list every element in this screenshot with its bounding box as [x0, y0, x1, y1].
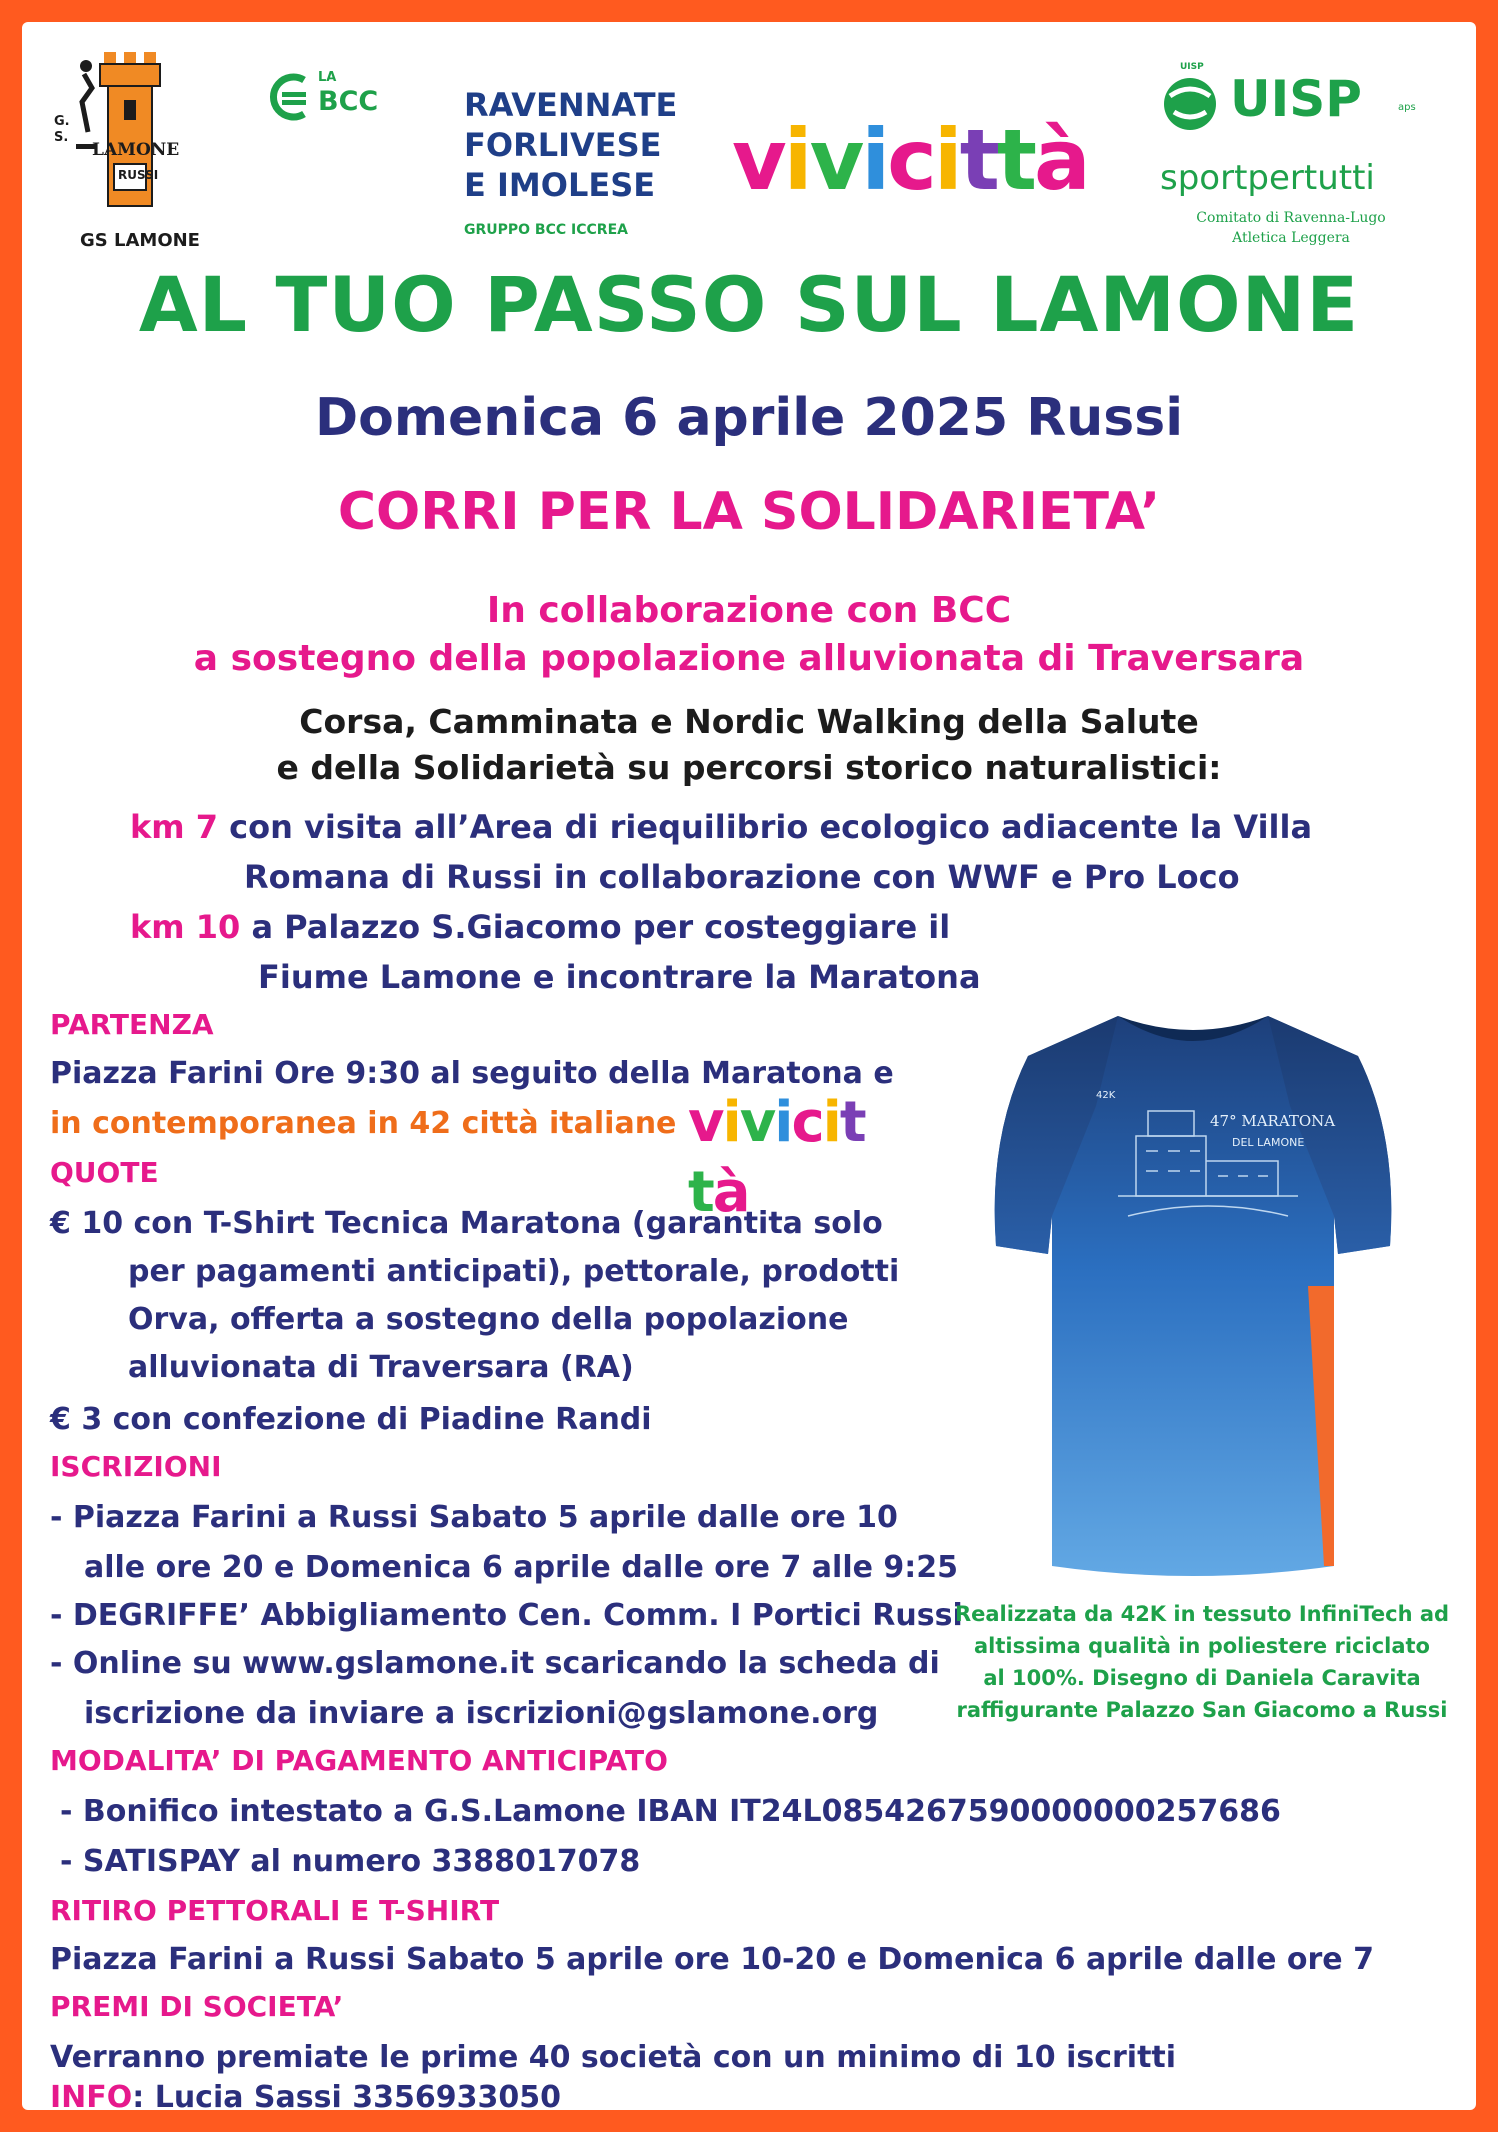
gs-logo-caption: GS LAMONE	[80, 230, 200, 251]
vivicitta-small-logo	[688, 1088, 888, 1225]
gs-initials: G. S.	[54, 114, 70, 145]
vivicitta-letter: i	[822, 1090, 840, 1155]
quote-line-2: per pagamenti anticipati), pettorale, prodotti	[128, 1254, 900, 1289]
bcc-short: BCC	[318, 86, 379, 117]
route-10km	[130, 908, 950, 946]
uisp-logo	[1156, 62, 1446, 252]
description-line-1: Corsa, Camminata e Nordic Walking della Salute	[299, 702, 1199, 741]
uisp-tagline: sportpertutti	[1160, 158, 1375, 198]
collab-line-1: In collaborazione con BCC	[486, 590, 1012, 631]
route-10km-text: a Palazzo S.Giacomo per costeggiare il	[251, 908, 951, 946]
tshirt-illustration	[978, 986, 1408, 1586]
partenza-line-1: Piazza Farini Ore 9:30 al seguito della Maratona e	[50, 1056, 894, 1091]
ritiro-line: Piazza Farini a Russi Sabato 5 aprile ore 10-20 e Domenica 6 aprile dalle ore 7	[50, 1942, 1374, 1977]
quote-line-5: € 3 con confezione di Piadine Randi	[50, 1402, 652, 1437]
info-line	[50, 2080, 561, 2110]
vivicitta-letter: i	[783, 111, 810, 209]
bcc-line3: E IMOLESE	[464, 166, 656, 204]
route-10km-line-2: Fiume Lamone e incontrare la Maratona	[258, 958, 981, 996]
vivicitta-letter: t	[839, 1090, 865, 1155]
pagamento-bonifico: - Bonifico intestato a G.S.Lamone IBAN IT24L0854267590000000257686	[60, 1794, 1281, 1829]
route-7km-distance: km 7	[130, 808, 219, 846]
vivicitta-letter: v	[739, 1090, 775, 1155]
uisp-sub2: Atletica Leggera	[1232, 230, 1350, 246]
tower-icon	[54, 44, 204, 224]
partenza-heading: PARTENZA	[50, 1008, 214, 1041]
gs-lamone-logo	[54, 44, 204, 254]
tshirt-print-subtitle: DEL LAMONE	[1232, 1136, 1305, 1149]
vivicitta-letter: i	[933, 111, 960, 209]
bcc-group: GRUPPO BCC ICCREA	[464, 222, 628, 238]
vivicitta-letter: i	[722, 1090, 740, 1155]
vivicitta-letter: c	[887, 111, 934, 209]
pagamento-satispay: - SATISPAY al numero 3388017078	[60, 1844, 641, 1879]
vivicitta-letter: à	[712, 1160, 749, 1225]
premi-line: Verranno premiate le prime 40 società con un minimo di 10 iscritti	[50, 2040, 1177, 2075]
quote-line-1: € 10 con T-Shirt Tecnica Maratona (garantita solo	[50, 1206, 883, 1241]
route-7km	[130, 808, 1312, 846]
tshirt-caption-line-2: altissima qualità in poliestere riciclato	[974, 1634, 1430, 1658]
iscrizioni-line-2: alle ore 20 e Domenica 6 aprile dalle ore 7 alle 9:25	[84, 1550, 959, 1585]
tshirt-brand: 42K	[1096, 1090, 1116, 1101]
vivicitta-letter: v	[809, 111, 862, 209]
info-label: INFO	[50, 2080, 133, 2110]
info-contact: : Lucia Sassi 3356933050	[132, 2080, 561, 2110]
iscrizioni-line-5: iscrizione da inviare a iscrizioni@gslamone.org	[84, 1696, 879, 1731]
vivicitta-letter: i	[774, 1090, 792, 1155]
vivicitta-letter: v	[732, 111, 784, 209]
gs-logo-town: RUSSI	[118, 168, 159, 182]
quote-line-3: Orva, offerta a sostegno della popolazione	[128, 1302, 849, 1337]
bcc-line1: RAVENNATE	[464, 86, 678, 124]
uisp-aps: aps	[1398, 102, 1416, 113]
vivicitta-letter: v	[688, 1090, 723, 1155]
tshirt-caption-line-1: Realizzata da 42K in tessuto InfiniTech ad	[954, 1602, 1450, 1626]
vivicitta-letter: t	[996, 111, 1035, 209]
vivicitta-letter: t	[959, 111, 997, 209]
slogan: CORRI PER LA SOLIDARIETA’	[337, 482, 1161, 542]
iscrizioni-heading: ISCRIZIONI	[50, 1450, 222, 1483]
route-10km-distance: km 10	[130, 908, 241, 946]
iscrizioni-line-1: - Piazza Farini a Russi Sabato 5 aprile dalle ore 10	[50, 1500, 898, 1535]
route-7km-text: con visita all’Area di riequilibrio ecologico adiacente la Villa	[218, 808, 1313, 846]
quote-heading: QUOTE	[50, 1156, 159, 1189]
vivicitta-letter: c	[791, 1090, 823, 1155]
iscrizioni-line-4: - Online su www.gslamone.it scaricando la scheda di	[50, 1646, 940, 1681]
tshirt-caption-line-4: raffigurante Palazzo San Giacomo a Russi	[956, 1698, 1448, 1722]
poster	[22, 22, 1476, 2110]
bcc-line2: FORLIVESE	[464, 126, 662, 164]
uisp-small: UISP	[1180, 62, 1204, 72]
partenza-line-2: in contemporanea in 42 città italiane	[50, 1106, 677, 1141]
description-line-2: e della Solidarietà su percorsi storico naturalistici:	[276, 748, 1222, 787]
iscrizioni-line-3: - DEGRIFFE’ Abbigliamento Cen. Comm. I Portici Russi	[50, 1598, 963, 1633]
tshirt-caption-line-3: al 100%. Disegno di Daniela Caravita	[983, 1666, 1421, 1690]
uisp-sub1: Comitato di Ravenna-Lugo	[1196, 210, 1386, 226]
pagamento-heading: MODALITA’ DI PAGAMENTO ANTICIPATO	[50, 1744, 668, 1777]
bcc-mark-icon	[266, 72, 312, 122]
bcc-prefix: LA	[318, 70, 337, 85]
uisp-name: UISP	[1230, 70, 1362, 128]
uisp-mark-icon	[1156, 72, 1226, 132]
vivicitta-logo	[732, 110, 1132, 210]
route-7km-line-2: Romana di Russi in collaborazione con WWF e Pro Loco	[244, 858, 1240, 896]
premi-heading: PREMI DI SOCIETA’	[50, 1990, 344, 2023]
event-date: Domenica 6 aprile 2025 Russi	[314, 388, 1184, 448]
bcc-logo	[266, 52, 736, 252]
collab-line-2: a sostegno della popolazione alluvionata di Traversara	[193, 638, 1305, 679]
vivicitta-letter: i	[861, 111, 888, 209]
tshirt-caption	[942, 1598, 1462, 1726]
page-title: AL TUO PASSO SUL LAMONE	[138, 260, 1360, 349]
vivicitta-letter: t	[688, 1160, 713, 1225]
tshirt-print-title: 47° MARATONA	[1210, 1112, 1336, 1130]
quote-line-4: alluvionata di Traversara (RA)	[128, 1350, 634, 1385]
ritiro-heading: RITIRO PETTORALI E T-SHIRT	[50, 1894, 500, 1927]
tshirt-image	[978, 986, 1408, 1586]
gs-logo-name: LAMONE	[92, 140, 180, 160]
vivicitta-letter: à	[1034, 111, 1088, 209]
